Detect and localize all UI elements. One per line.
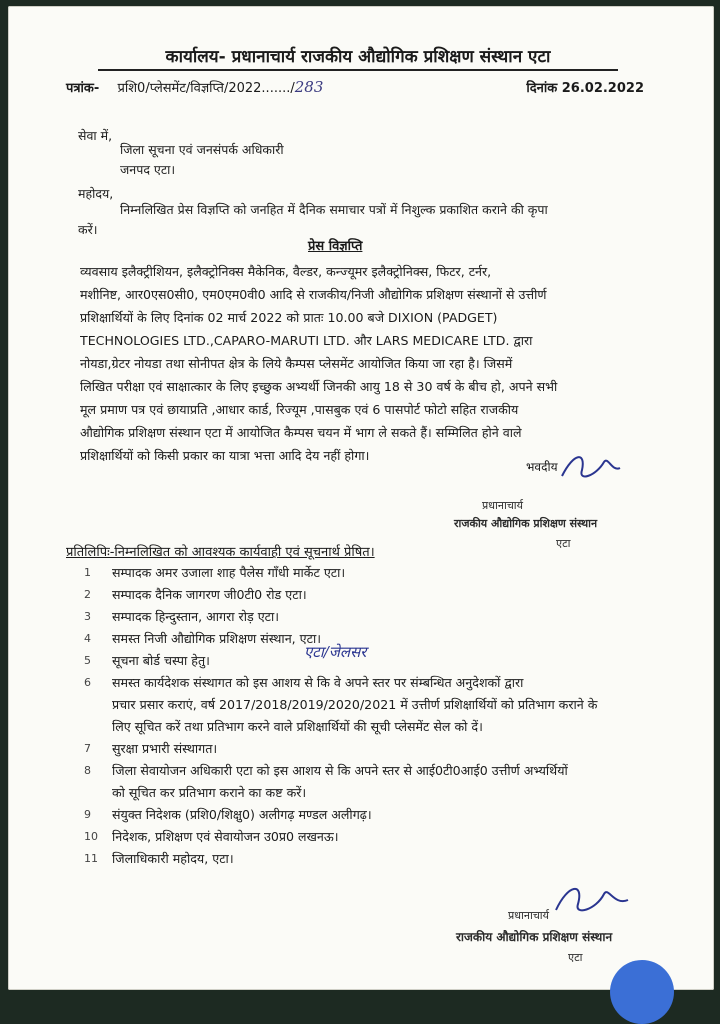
list-item-number: 6 xyxy=(84,676,91,689)
press-line: मूल प्रमाण पत्र एवं छायाप्रति ,आधार कार्ड, रिज्यूम ,पासबुक एवं 6 पासपोर्ट फोटो सहित राजकीय xyxy=(80,402,519,417)
list-item-number: 2 xyxy=(84,588,91,601)
addressee-line-2: जनपद एटा। xyxy=(120,162,176,177)
list-item-number: 9 xyxy=(84,808,91,821)
list-item xyxy=(84,562,704,584)
list-item xyxy=(84,760,704,804)
salutation-to: सेवा में, xyxy=(78,128,113,143)
stamp-2-line-3: एटा xyxy=(568,951,583,964)
reference-label: पत्रांक- xyxy=(66,81,100,96)
reference-value: प्रशि0/प्लेसमेंट/विज्ञप्ति/2022......./ xyxy=(117,81,295,96)
press-line: मशीनिष्ट, आर0एस0सी0, एम0एम0वी0 आदि से राजकीय/निजी औद्योगिक प्रशिक्षण संस्थानों से उत्तीर्ण xyxy=(80,287,547,302)
list-item-text: सूचना बोर्ड चस्पा हेतु। xyxy=(112,653,210,668)
stamp-1-line-3: एटा xyxy=(556,537,571,550)
list-item-number: 11 xyxy=(84,852,98,865)
signature-1 xyxy=(556,446,626,486)
list-item-text: समस्त निजी औद्योगिक प्रशिक्षण संस्थान, एटा। xyxy=(112,631,322,646)
list-item-text-continued: लिए सूचित करें तथा प्रतिभाग करने वाले प्रशिक्षार्थियों की सूची प्लेसमेंट सेल को दें। xyxy=(112,719,483,734)
list-item-number: 1 xyxy=(84,566,91,579)
press-line: लिखित परीक्षा एवं साक्षात्कार के लिए इच्छुक अभ्यर्थी जिनकी आयु 18 से 30 वर्ष के बीच हो, अपने सभी xyxy=(80,379,558,394)
list-item-number: 4 xyxy=(84,632,91,645)
stamp-2-line-2: राजकीय औद्योगिक प्रशिक्षण संस्थान xyxy=(456,930,613,944)
list-item-text: सुरक्षा प्रभारी संस्थागत। xyxy=(112,741,218,756)
list-item-text: जिलाधिकारी महोदय, एटा। xyxy=(112,851,234,866)
list-item-text: संयुक्त निदेशक (प्रशि0/शिक्षु0) अलीगढ़ मण्डल अलीगढ़। xyxy=(112,807,372,822)
request-line-2: करें। xyxy=(78,222,98,237)
list-item xyxy=(84,738,704,760)
list-item-text-continued: प्रचार प्रसार कराएं, वर्ष 2017/2018/2019/2020/2021 में उत्तीर्ण प्रशिक्षार्थियों को प्रतिभाग कराने के xyxy=(112,697,598,712)
list-item-text: सम्पादक अमर उजाला शाह पैलेस गाँधी मार्केट एटा। xyxy=(112,565,346,580)
list-item xyxy=(84,584,704,606)
reference-row xyxy=(66,78,666,96)
press-line: प्रशिक्षार्थियों के लिए दिनांक 02 मार्च 2022 को प्रातः 10.00 बजे DIXION (PADGET) xyxy=(80,310,498,325)
request-line-1: निम्नलिखित प्रेस विज्ञप्ति को जनहित में दैनिक समाचार पत्रों में निशुल्क प्रकाशित कराने की कृपा xyxy=(120,202,548,217)
addressee-line-1: जिला सूचना एवं जनसंपर्क अधिकारी xyxy=(120,142,284,157)
list-item xyxy=(84,848,704,870)
press-line: नोयडा,ग्रेटर नोयडा तथा सोनीपत क्षेत्र के लिये कैम्पस प्लेसमेंट आयोजित किया जा रहा है। जिसमें xyxy=(80,356,513,371)
list-item-text: जिला सेवायोजन अधिकारी एटा को इस आशय से कि अपने स्तर से आई0टी0आई0 उत्तीर्ण अभ्यर्थियों xyxy=(112,763,568,778)
handwritten-note: एटा/जेलसर xyxy=(304,643,367,661)
list-item xyxy=(84,650,704,672)
list-item-number: 8 xyxy=(84,764,91,777)
list-item xyxy=(84,672,704,738)
list-item xyxy=(84,804,704,826)
list-item-number: 10 xyxy=(84,830,98,843)
office-title: कार्यालय- प्रधानाचार्य राजकीय औद्योगिक प्रशिक्षण संस्थान एटा xyxy=(98,44,618,71)
list-item xyxy=(84,826,704,848)
list-item-text: समस्त कार्यदेशक संस्थागत को इस आशय से कि वे अपने स्तर पर संम्बन्धित अनुदेशकों द्वारा xyxy=(112,675,524,690)
stamp-1-line-2: राजकीय औद्योगिक प्रशिक्षण संस्थान xyxy=(454,517,598,530)
stamp-2-line-1: प्रधानाचार्य xyxy=(508,909,550,922)
list-item-number: 5 xyxy=(84,654,91,667)
copy-to-heading: प्रतिलिपिः-निम्नलिखित को आवश्यक कार्यवाही एवं सूचनार्थ प्रेषित। xyxy=(66,545,375,560)
list-item-number: 7 xyxy=(84,742,91,755)
list-item-text: सम्पादक दैनिक जागरण जी0टी0 रोड एटा। xyxy=(112,587,307,602)
press-line: औद्योगिक प्रशिक्षण संस्थान एटा में आयोजित कैम्पस चयन में भाग ले सकते हैं। सम्मिलित होने वाले xyxy=(80,425,522,440)
document-date: दिनांक 26.02.2022 xyxy=(526,81,644,96)
stamp-1-line-1: प्रधानाचार्य xyxy=(482,499,524,512)
list-item xyxy=(84,628,704,650)
press-line: व्यवसाय इलैक्ट्रीशियन, इलैक्ट्रोनिक्स मैकेनिक, वैल्डर, कन्ज्यूमर इलैक्ट्रोनिक्स, फिटर, टर्नर, xyxy=(80,264,492,279)
list-item-text-continued: को सूचित कर प्रतिभाग कराने का कष्ट करें। xyxy=(112,785,307,800)
list-item xyxy=(84,606,704,628)
list-item-number: 3 xyxy=(84,610,91,623)
floating-action-button[interactable] xyxy=(610,960,674,1024)
press-release-heading: प्रेस विज्ञप्ति xyxy=(308,239,363,254)
closing-yours-faithfully: भवदीय xyxy=(526,460,558,474)
press-line: TECHNOLOGIES LTD.,CAPARO-MARUTI LTD. और LARS MEDICARE LTD. द्वारा xyxy=(80,333,533,348)
signature-2 xyxy=(548,876,638,922)
press-release-body xyxy=(80,260,680,467)
document-page xyxy=(8,6,714,990)
list-item-text: निदेशक, प्रशिक्षण एवं सेवायोजन उ0प्र0 लखनऊ। xyxy=(112,829,339,844)
greeting: महोदय, xyxy=(78,186,114,201)
copy-to-list xyxy=(84,562,704,870)
list-item-text: सम्पादक हिन्दुस्तान, आगरा रोड़ एटा। xyxy=(112,609,280,624)
reference-hand-number: 283 xyxy=(294,78,324,96)
press-line: प्रशिक्षार्थियों को किसी प्रकार का यात्रा भत्ता आदि देय नहीं होगा। xyxy=(80,448,370,463)
